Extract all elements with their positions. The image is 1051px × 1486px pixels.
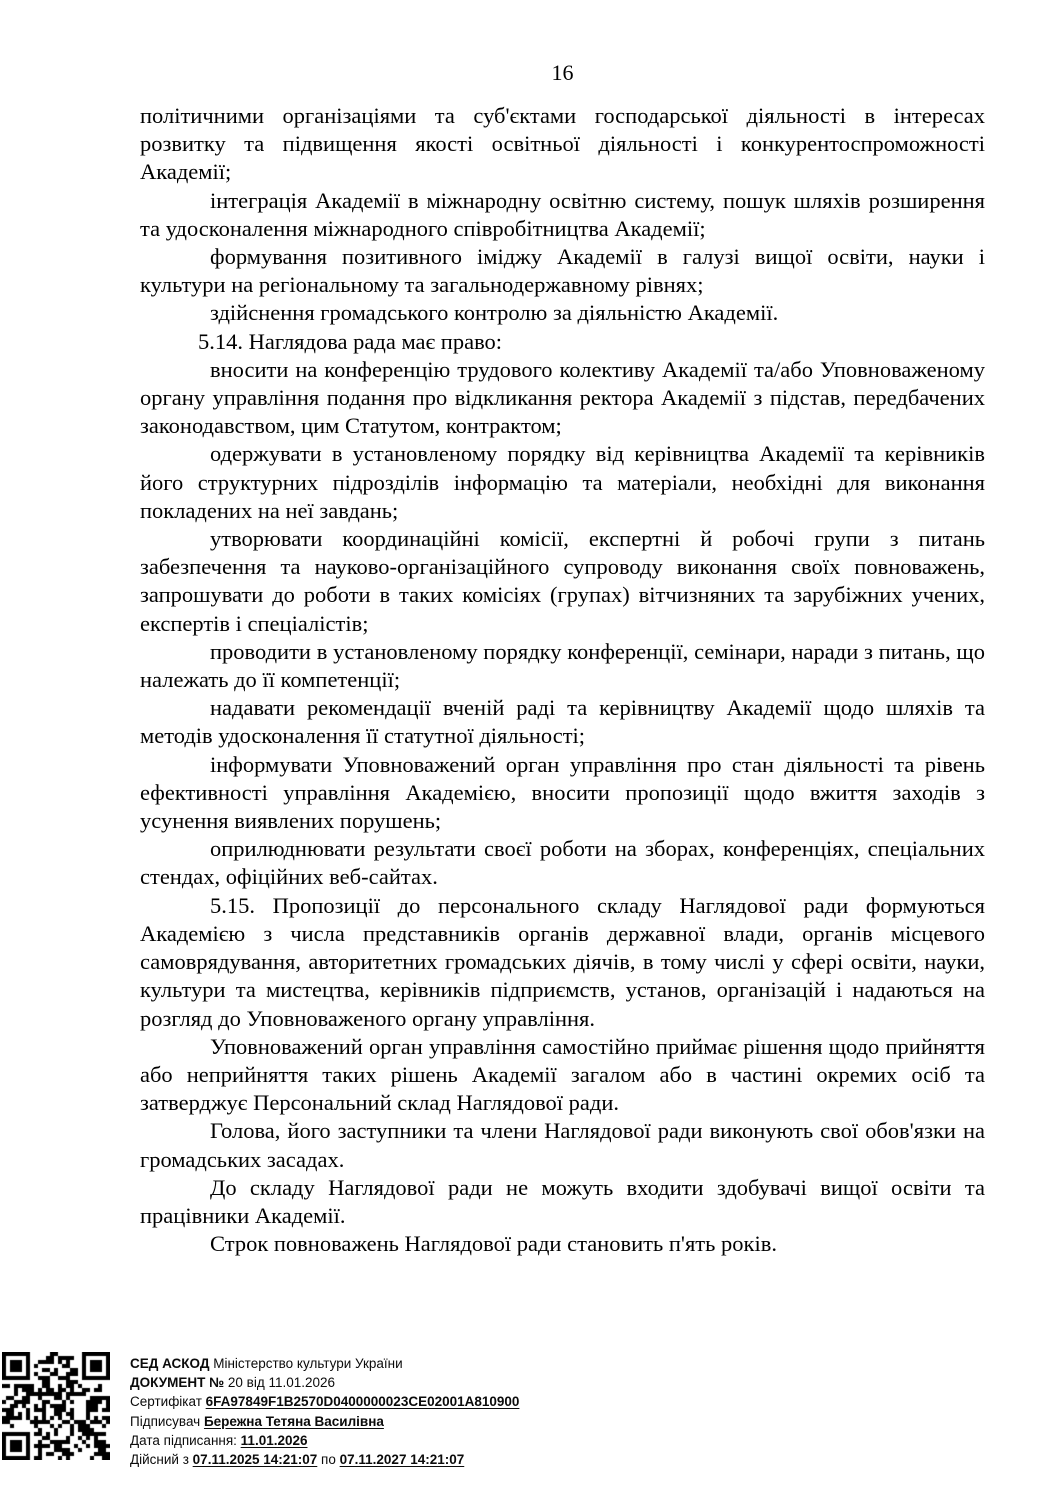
paragraph: Строк повноважень Наглядової ради становить п'ять років. bbox=[210, 1231, 777, 1257]
signature-line bbox=[130, 1373, 519, 1392]
paragraph: формування позитивного іміджу Академії в галузі вищої освіти, науки і культури на регіональному та загальнодержавному рівнях; bbox=[140, 244, 985, 298]
signature-label: ДОКУМЕНТ № bbox=[130, 1375, 228, 1391]
paragraph: Уповноважений орган управління самостійно приймає рішення щодо прийняття або неприйняття таких рішень Академії загалом або в частині окремих осіб та затверджує Персональний склад Наглядової ради. bbox=[140, 1033, 985, 1116]
signature-value: 6FA97849F1B2570D0400000023CE02001A810900 bbox=[205, 1394, 520, 1410]
signature-line bbox=[130, 1450, 519, 1469]
paragraph: політичними організаціями та суб'єктами господарської діяльності в інтересах розвитку та підвищення якості освітньої діяльності і конкурентоспроможності Академії; bbox=[140, 103, 985, 185]
signature-value: 07.11.2027 14:21:07 bbox=[339, 1452, 465, 1468]
signature-label: СЕД АСКОД bbox=[130, 1356, 210, 1371]
signature-line bbox=[130, 1412, 519, 1431]
signature-label: по bbox=[317, 1452, 340, 1468]
paragraph: одержувати в установленому порядку від керівництва Академії та керівників його структурних підрозділів інформацію та матеріали, необхідні для виконання покладених на неї завдань; bbox=[140, 441, 985, 523]
signature-label: Підписувач bbox=[130, 1413, 204, 1429]
paragraph: оприлюднювати результати своєї роботи на зборах, конференціях, спеціальних стендах, офіційних веб-сайтах. bbox=[140, 836, 985, 890]
paragraph: 5.15. Пропозиції до персонального складу Наглядової ради формуються Академією з числа представників органів державної влади, органів місцевого самоврядування, авторитетних громадських діячів, в тому числі у сфері освіти, науки, культури та мистецтва, керівників підприємств, установ, організацій і надаються на розгляд до Уповноваженого органу управління. bbox=[140, 892, 985, 1031]
document-body bbox=[140, 102, 985, 1258]
signature-block bbox=[0, 1348, 1051, 1478]
paragraph: проводити в установленому порядку конференції, семінари, наради з питань, що належать до її компетенції; bbox=[140, 638, 985, 693]
paragraph: інтеграція Академії в міжнародну освітню систему, пошук шляхів розширення та удосконалення міжнародного співробітництва Академії; bbox=[140, 187, 985, 241]
paragraph: надавати рекомендації вченій раді та керівництву Академії щодо шляхів та методів удосконалення її статутної діяльності; bbox=[140, 695, 985, 749]
signature-value: 11.01.2026 bbox=[240, 1432, 308, 1448]
signature-value: 07.11.2025 14:21:07 bbox=[192, 1452, 318, 1468]
paragraph: інформувати Уповноважений орган управління про стан діяльності та рівень ефективності управління Академією, вносити пропозиції щодо вжиття заходів з усунення виявлених порушень; bbox=[140, 751, 985, 834]
signature-label: 20 від 11.01.2026 bbox=[227, 1375, 336, 1391]
paragraph: До складу Наглядової ради не можуть входити здобувачі вищої освіти та працівники Академії. bbox=[140, 1174, 985, 1228]
page-number: 16 bbox=[551, 60, 574, 85]
signature-value: Бережна Тетяна Василівна bbox=[203, 1413, 384, 1429]
signature-line bbox=[130, 1392, 519, 1411]
paragraph: 5.14. Наглядова рада має право: bbox=[198, 328, 503, 354]
qr-code-icon bbox=[2, 1352, 110, 1460]
signature-line bbox=[130, 1354, 519, 1373]
signature-label: Дійсний з bbox=[130, 1452, 193, 1468]
paragraph: утворювати координаційні комісії, експертні й робочі групи з питань забезпечення та науково-організаційного супроводу виконання своїх повноважень, запрошувати до роботи в таких комісіях (групах) вітчизняних та зарубіжних учених, експертів і спеціалістів; bbox=[140, 526, 985, 636]
signature-details bbox=[130, 1354, 519, 1469]
signature-label: Дата підписання: bbox=[130, 1432, 241, 1448]
paragraph: вносити на конференцію трудового колективу Академії та/або Уповноваженому органу управління подання про відкликання ректора Академії з підстав, передбачених законодавством, цим Статутом, контрактом; bbox=[140, 356, 985, 439]
signature-label: Сертифікат bbox=[130, 1394, 206, 1410]
paragraph: здійснення громадського контролю за діяльністю Академії. bbox=[210, 300, 779, 326]
signature-label: Міністерство культури України bbox=[209, 1356, 403, 1371]
paragraph: Голова, його заступники та члени Наглядової ради виконують свої обов'язки на громадських засадах. bbox=[140, 1118, 985, 1172]
signature-line bbox=[130, 1431, 519, 1450]
